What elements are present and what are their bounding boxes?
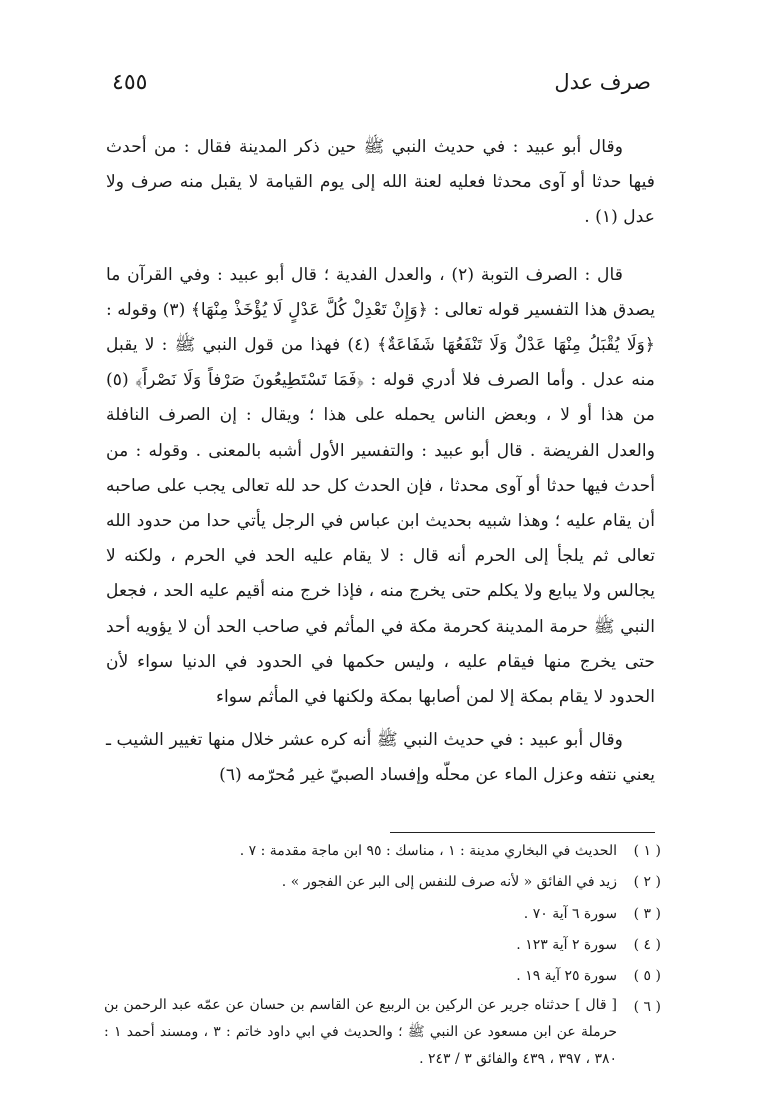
- paragraph: وقال أبو عبيد : في حديث النبي ﷺ أنه كره عشر خلال منها تغيير الشيب ـ يعني نتفه وعزل الماء عن محلّه وإفساد الصبيّ غير مُحرّمه (٦): [106, 730, 655, 786]
- footnote-text: الحديث في البخاري مدينة : ١ ، مناسك : ٩٥ ابن ماجة مقدمة : ٧ .: [239, 843, 617, 859]
- footnote-text: سورة ٢ آية ١٢٣ .: [516, 936, 617, 953]
- running-title: صرف عدل: [554, 70, 651, 94]
- footnote-text: زيد في الفائق « لأنه صرف للنفس إلى البر عن الفجور » .: [281, 874, 617, 891]
- footnote-number: ( ٤ ): [633, 936, 661, 953]
- footnotes: [104, 836, 661, 1073]
- main-text: [106, 130, 655, 794]
- paragraph: قال : الصرف التوبة (٢) ، والعدل الفدية ؛ قال أبو عبيد : وفي القرآن ما يصدق هذا التفسير قوله تعالى : ﴿وَإِنْ تَعْدِلْ كُلَّ عَدْلٍ لَا يُؤْخَذْ مِنْهَا﴾ (٣) وقوله : ﴿وَلَا يُقْبَلُ مِنْهَا عَدْلٌ وَلَا تَنْفَعُهَا شَفَاعَةٌ﴾ (٤) فهذا من قول النبي ﷺ : لا يقبل منه عدل . وأما الصرف فلا أدري قوله : ﴿فَمَا تَسْتَطِيعُونَ صَرْفاً وَلَا نَصْراً﴾ (٥) من هذا أو لا ، وبعض الناس يحمله على هذا ؛ ويقال : إن الصرف النافلة والعدل الفريضة . قال أبو عبيد : والتفسير الأول أشبه بالمعنى . وقوله : من أحدث فيها حدثا أو آوى محدثا ، فإن الحدث كل حد لله تعالى يجب على صاحبه أن يقام عليه ؛ وهذا شبيه بحديث ابن عباس في الرجل يأتي حدا من حدود الله تعالى ثم يلجأ إلى الحرم أنه قال : لا يقام عليه الحد في الحرم ، ولكنه لا يجالس ولا يبايع ولا يكلم حتى يخرج منه ، فإذا خرج منه أقيم عليه الحد ، فجعل النبي ﷺ حرمة المدينة كحرمة مكة في المأثم في صاحب الحد أن لا يؤويه أحد حتى يخرج منها فيقام عليه ، وليس حكمها في الحدود في الدنيا سواء لأن الحدود لا يقام بمكة إلا لمن أصابها بمكة ولكنها في المأثم سواء: [106, 264, 656, 708]
- page-header: [112, 70, 651, 104]
- footnote: [104, 836, 661, 867]
- footnote-text: [ قال ] حدثناه جرير عن الركين بن الربيع عن القاسم بن حسان عن عمّه عبد الرحمن بن حرملة عن ابن مسعود عن النبي ﷺ ؛ والحديث في ابي داود خاتم : ٣ ، ومسند أحمد ١ : ٣٨٠ ، ٣٩٧ ، ٤٣٩ والفائق ٣ / ٢٤٣ .: [104, 997, 617, 1068]
- paragraph: وقال أبو عبيد : في حديث النبي ﷺ حين ذكر المدينة فقال : من أحدث فيها حدثا أو آوى محدثا فعليه لعنة الله إلى يوم القيامة لا يقبل منه صرف ولا عدل (١) .: [106, 137, 655, 228]
- footnote: [104, 961, 661, 992]
- footnote: [104, 899, 661, 930]
- footnote-number: ( ٢ ): [633, 874, 661, 891]
- footnote-text: سورة ٢٥ آية ١٩ .: [516, 968, 617, 985]
- footnote-number: ( ٥ ): [633, 968, 661, 985]
- footnote: [104, 930, 661, 961]
- footnote-number: ( ١ ): [633, 843, 661, 859]
- page-number: ٤٥٥: [112, 70, 148, 95]
- footnote-number: ( ٦ ): [633, 999, 661, 1016]
- footnote-divider: [390, 832, 655, 833]
- footnote: [104, 867, 661, 898]
- footnote-number: ( ٣ ): [633, 905, 661, 922]
- footnote: [104, 992, 661, 1073]
- footnote-text: سورة ٦ آية ٧٠ .: [523, 905, 617, 922]
